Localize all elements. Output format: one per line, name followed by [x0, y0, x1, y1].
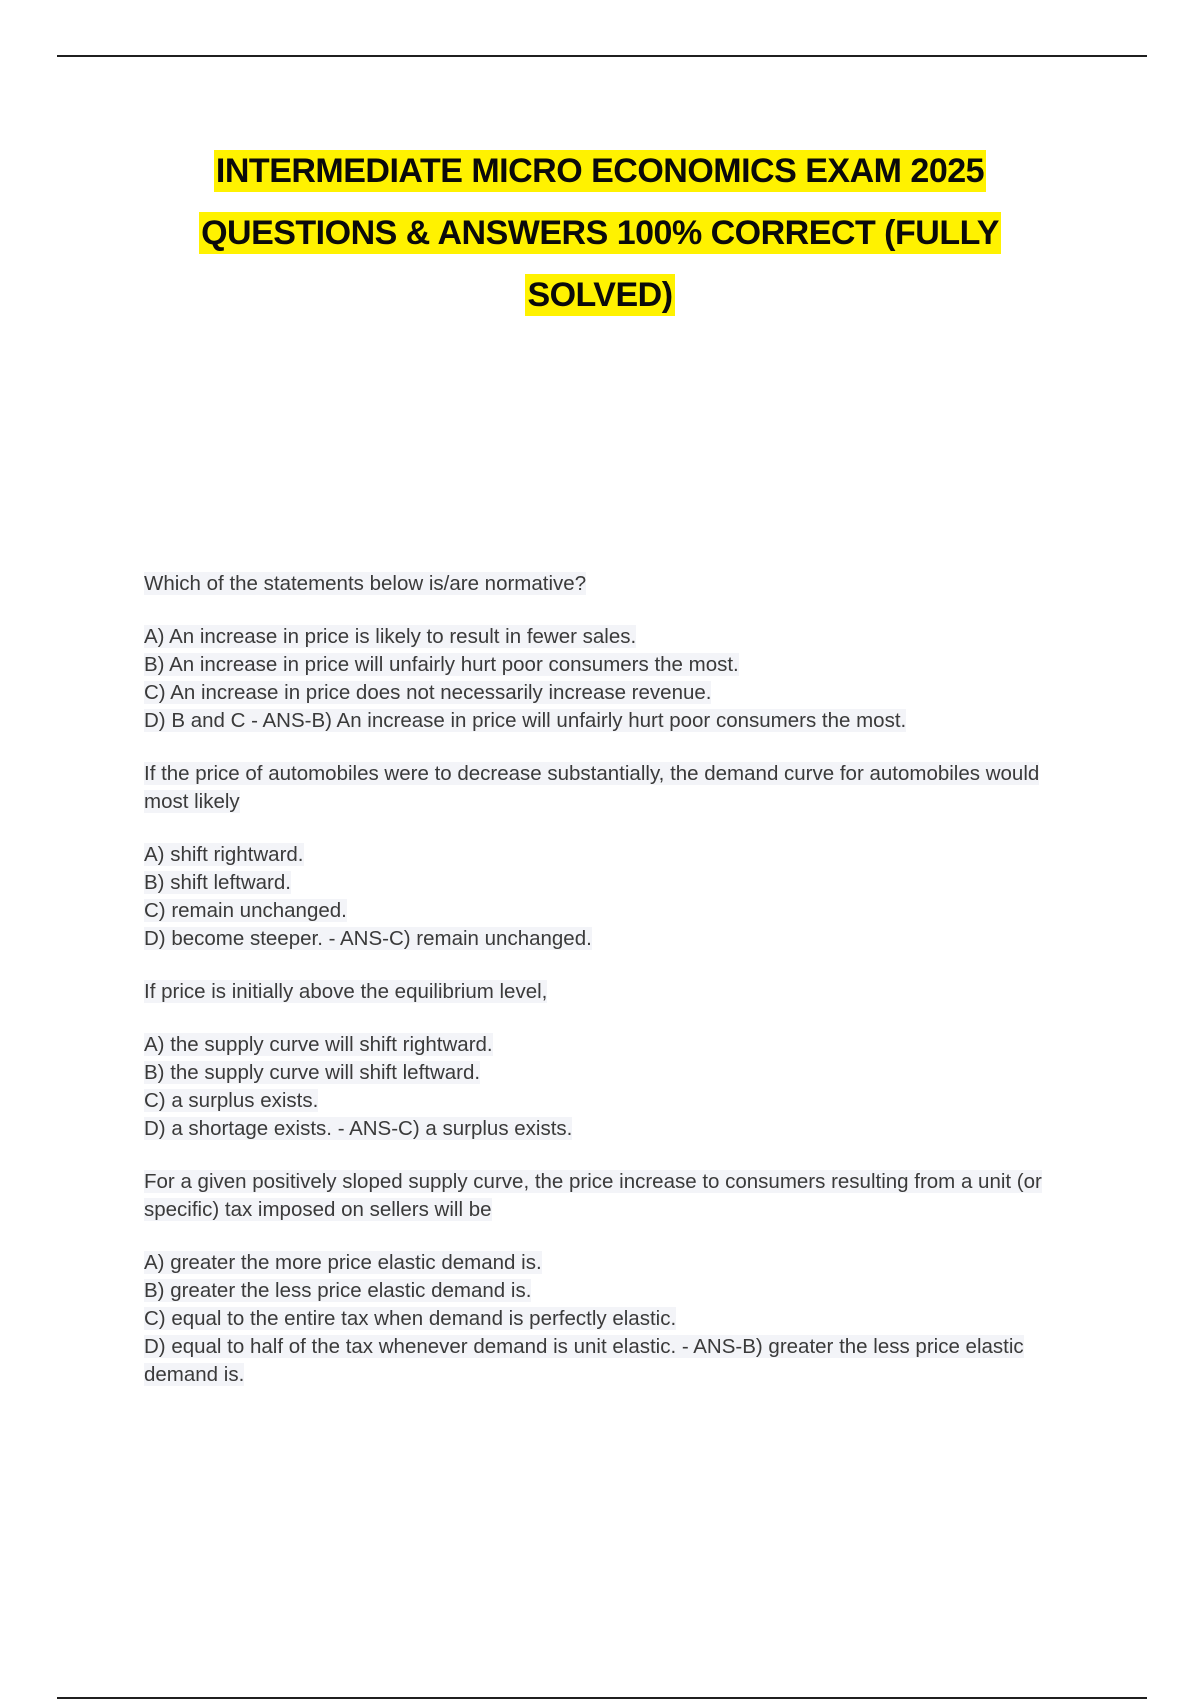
option-b: B) shift leftward. [144, 871, 291, 894]
option-d-answer: D) become steeper. - ANS-C) remain unchanged. [144, 927, 592, 950]
question-2 [144, 760, 1064, 953]
question-stem: If the price of automobiles were to decrease substantially, the demand curve for automobiles would most likely [144, 762, 1040, 813]
option-b: B) greater the less price elastic demand is. [144, 1279, 532, 1302]
question-list [144, 570, 1064, 1414]
header-rule [57, 55, 1147, 57]
option-c: C) equal to the entire tax when demand is perfectly elastic. [144, 1307, 677, 1330]
title-line-2: QUESTIONS & ANSWERS 100% CORRECT (FULLY [201, 214, 999, 252]
option-c: C) remain unchanged. [144, 899, 347, 922]
title-line-3: SOLVED) [527, 276, 673, 314]
option-d-answer: D) B and C - ANS-B) An increase in price will unfairly hurt poor consumers the most. [144, 709, 907, 732]
option-b: B) An increase in price will unfairly hurt poor consumers the most. [144, 653, 739, 676]
option-b: B) the supply curve will shift leftward. [144, 1061, 481, 1084]
option-d-answer: D) a shortage exists. - ANS-C) a surplus exists. [144, 1117, 573, 1140]
option-a: A) the supply curve will shift rightward. [144, 1033, 493, 1056]
question-stem: Which of the statements below is/are normative? [144, 572, 587, 595]
option-c: C) An increase in price does not necessarily increase revenue. [144, 681, 712, 704]
question-stem: For a given positively sloped supply curve, the price increase to consumers resulting from a unit (or specific) tax imposed on sellers will be [144, 1170, 1042, 1221]
option-a: A) shift rightward. [144, 843, 304, 866]
option-c: C) a surplus exists. [144, 1089, 319, 1112]
question-1 [144, 570, 1064, 735]
option-d-answer: D) equal to half of the tax whenever demand is unit elastic. - ANS-B) greater the less price elastic demand is. [144, 1335, 1024, 1386]
option-a: A) greater the more price elastic demand is. [144, 1251, 542, 1274]
question-3 [144, 978, 1064, 1143]
document-title [0, 140, 1200, 326]
question-stem: If price is initially above the equilibrium level, [144, 980, 548, 1003]
question-4 [144, 1168, 1064, 1389]
title-line-1: INTERMEDIATE MICRO ECONOMICS EXAM 2025 [215, 152, 985, 190]
option-a: A) An increase in price is likely to result in fewer sales. [144, 625, 637, 648]
footer-rule [57, 1697, 1147, 1699]
